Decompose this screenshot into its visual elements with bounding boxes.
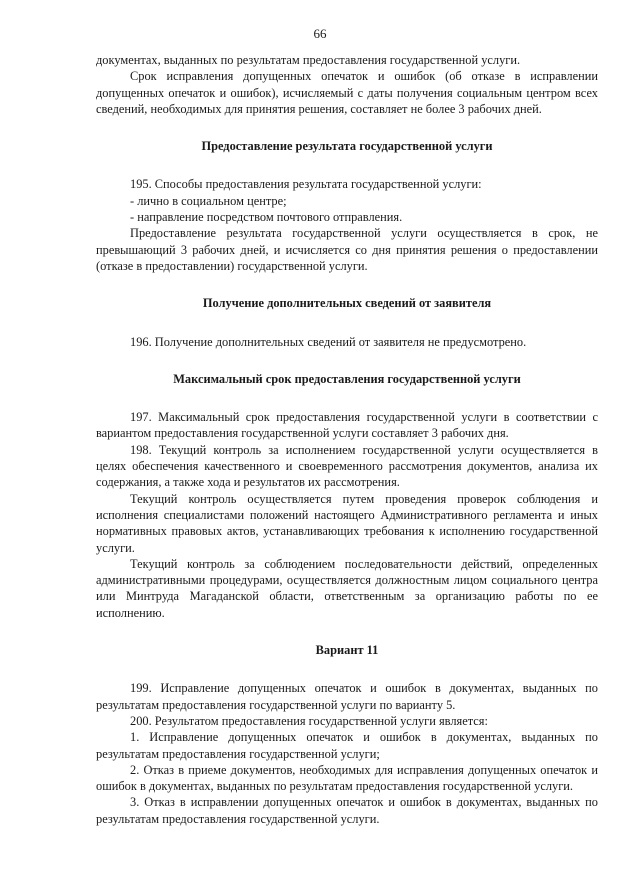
paragraph: 199. Исправление допущенных опечаток и ошибок в документах, выданных по результатам предоставления государственной услуги по варианту 5. [96,681,598,712]
paragraph: документах, выданных по результатам предоставления государственной услуги. [96,53,521,67]
list-item: - лично в социальном центре; [130,193,287,208]
section-heading: Вариант 11 [315,643,379,658]
paragraph: Текущий контроль осуществляется путем проведения проверок соблюдения и исполнения специалистами положений настоящего Административного регламента и иных нормативных правовых актов, устанавливающих требования к исполнению государственной услуги. [96,491,598,555]
page-number: 66 [313,26,327,41]
paragraph: 197. Максимальный срок предоставления государственной услуги в соответствии с вариантом предоставления государственной услуги составляет 3 рабочих дня. [96,410,598,441]
list-item: 2. Отказ в приеме документов, необходимых для исправления допущенных опечаток и ошибок в документах, выданных по результатам предоставления государственной услуги. [96,762,598,794]
list-item: 3. Отказ в исправлении допущенных опечаток и ошибок в документах, выданных по результатам предоставления государственной услуги. [96,795,598,826]
paragraph: Срок исправления допущенных опечаток и ошибок (об отказе в исправлении допущенных опечаток и ошибок), исчисляемый с даты получения социальным центром всех сведений, необходимых для принятия решения, составляет не более 3 рабочих дней. [96,69,598,116]
paragraph: Предоставление результата государственной услуги осуществляется в срок, не превышающий 3 рабочих дней, и исчисляется со дня принятия решения о предоставлении (отказе в предоставлении) государственной услуги. [96,226,598,273]
paragraph: 195. Способы предоставления результата государственной услуги: [130,177,482,192]
paragraph: 196. Получение дополнительных сведений от заявителя не предусмотрено. [130,334,527,349]
list-item: 1. Исправление допущенных опечаток и ошибок в документах, выданных по результатам предоставления государственной услуги; [96,730,598,761]
list-item: - направление посредством почтового отправления. [130,210,403,225]
section-heading: Предоставление результата государственной услуги [201,139,493,154]
section-heading: Получение дополнительных сведений от заявителя [202,296,492,311]
paragraph: 198. Текущий контроль за исполнением государственной услуги осуществляется в целях обеспечения качественного и своевременного рассмотрения документов, анализа их содержания, а также хода и результатов их рассмотрения. [96,442,598,490]
paragraph: 200. Результатом предоставления государственной услуги является: [130,713,488,728]
section-heading: Максимальный срок предоставления государственной услуги [173,371,521,386]
page-body [96,52,598,827]
paragraph: Текущий контроль за соблюдением последовательности действий, определенных административными процедурами, осуществляется должностным лицом социального центра или Минтруда Магаданской области, ответственным за организацию работы по ее исполнению. [96,556,598,620]
